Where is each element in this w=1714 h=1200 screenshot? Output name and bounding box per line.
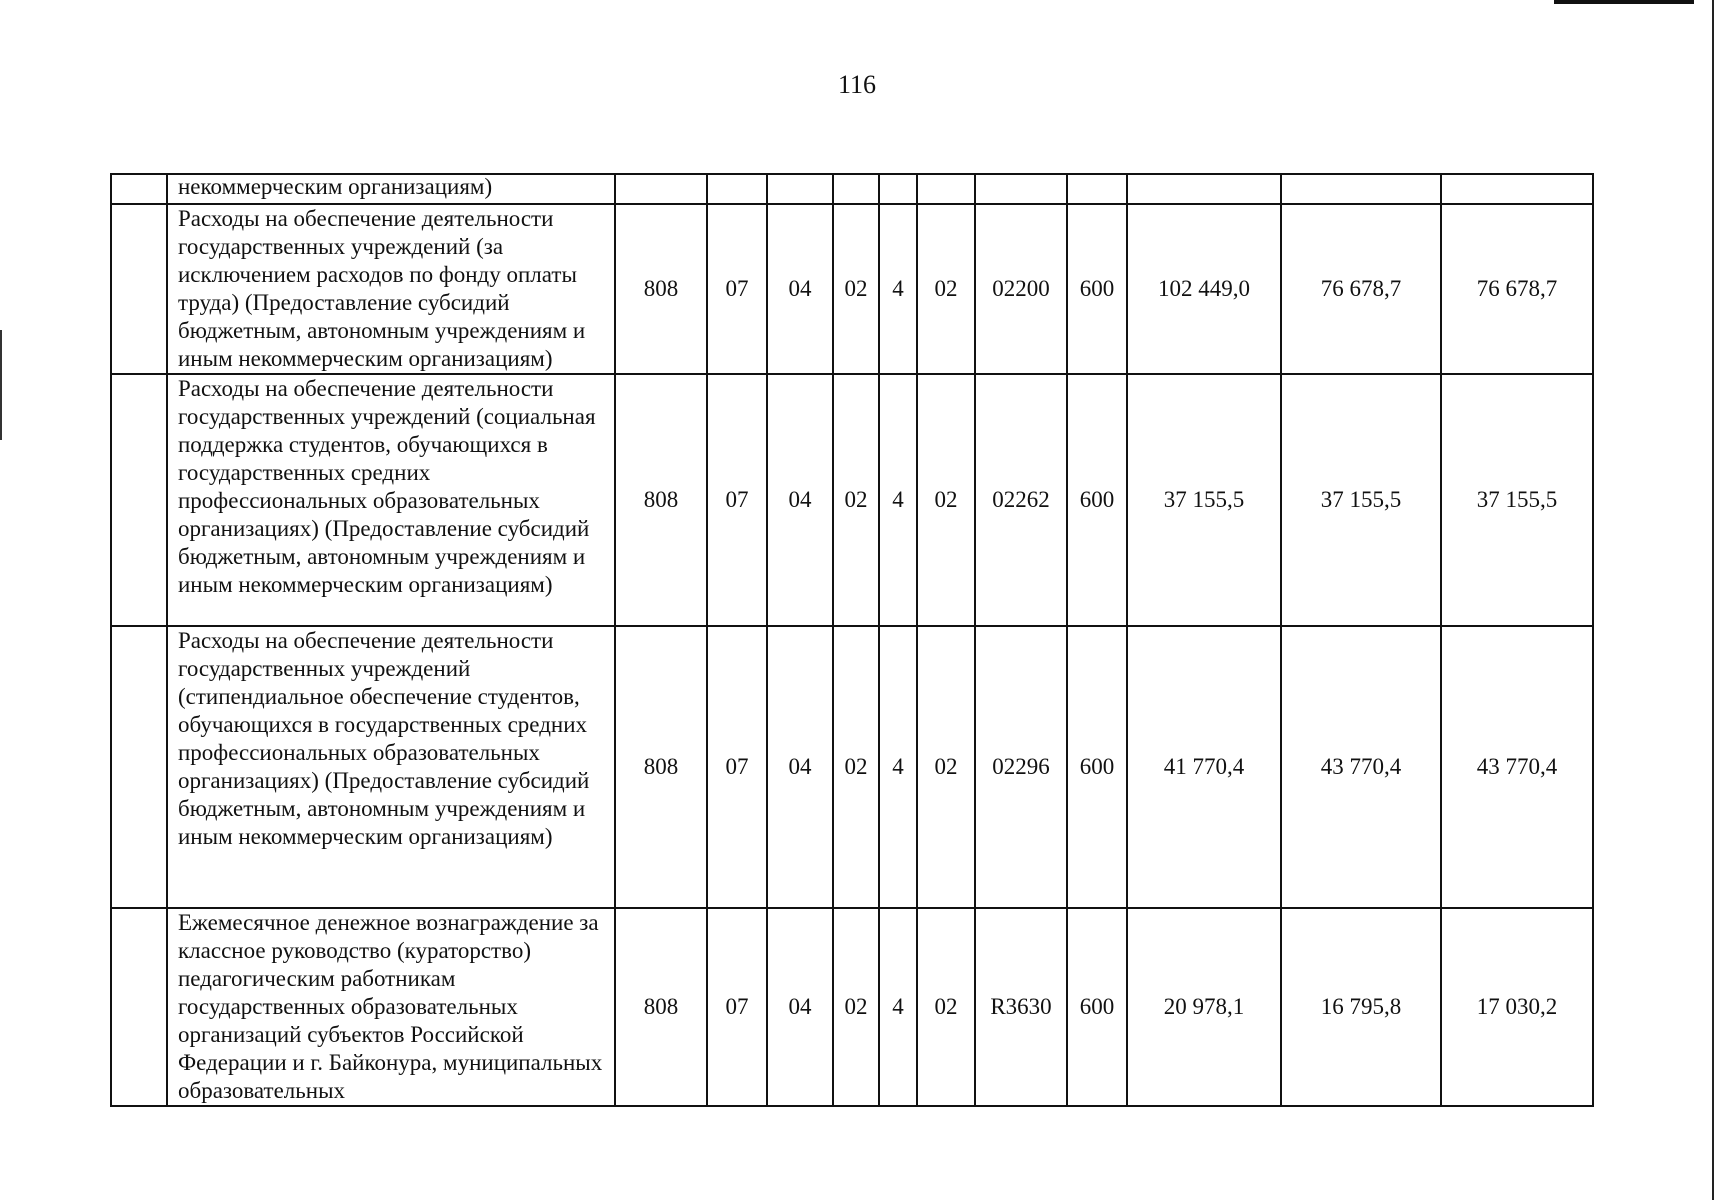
- code-cell: [917, 174, 975, 204]
- row-number-cell: [111, 174, 167, 204]
- row-number-cell: [111, 374, 167, 626]
- code-cell: 808: [615, 204, 707, 374]
- code-cell: R3630: [975, 908, 1067, 1106]
- code-cell: [879, 174, 917, 204]
- code-cell: 02200: [975, 204, 1067, 374]
- table-row: [111, 908, 1593, 1106]
- scan-mark: [1554, 0, 1694, 4]
- code-cell: 02: [917, 204, 975, 374]
- description-cell: Расходы на обеспечение деятельности государственных учреждений (стипендиальное обеспечение студентов, обучающихся в государственных средних профессиональных образовательных организациях) (Предоставление субсидий бюджетным, автономным учреждениям и иным некоммерческим организациям): [167, 626, 615, 908]
- amount-cell: 43 770,4: [1441, 626, 1593, 908]
- description-cell: Расходы на обеспечение деятельности государственных учреждений (социальная поддержка студентов, обучающихся в государственных средних профессиональных образовательных организациях) (Предоставление субсидий бюджетным, автономным учреждениям и иным некоммерческим организациям): [167, 374, 615, 626]
- amount-cell: 76 678,7: [1281, 204, 1441, 374]
- description-cell: Расходы на обеспечение деятельности государственных учреждений (за исключением расходов по фонду оплаты труда) (Предоставление субсидий бюджетным, автономным учреждениям и иным некоммерческим организациям): [167, 204, 615, 374]
- code-cell: 02: [833, 204, 879, 374]
- description-cell: Ежемесячное денежное вознаграждение за классное руководство (кураторство) педагогическим работникам государственных образовательных организаций субъектов Российской Федерации и г. Байконура, муниципальных образовательных: [167, 908, 615, 1106]
- code-cell: 04: [767, 908, 833, 1106]
- amount-cell: [1281, 174, 1441, 204]
- code-cell: 02: [917, 626, 975, 908]
- code-cell: 07: [707, 374, 767, 626]
- code-cell: 02: [833, 626, 879, 908]
- code-cell: [615, 174, 707, 204]
- page-number: 116: [837, 70, 877, 99]
- code-cell: 600: [1067, 908, 1127, 1106]
- row-number-cell: [111, 204, 167, 374]
- code-cell: 600: [1067, 374, 1127, 626]
- code-cell: [833, 174, 879, 204]
- code-cell: 02: [917, 374, 975, 626]
- code-cell: 02262: [975, 374, 1067, 626]
- amount-cell: 16 795,8: [1281, 908, 1441, 1106]
- amount-cell: 37 155,5: [1127, 374, 1281, 626]
- amount-cell: 20 978,1: [1127, 908, 1281, 1106]
- code-cell: [975, 174, 1067, 204]
- code-cell: 600: [1067, 204, 1127, 374]
- amount-cell: 17 030,2: [1441, 908, 1593, 1106]
- code-cell: 808: [615, 374, 707, 626]
- code-cell: 07: [707, 626, 767, 908]
- amount-cell: 37 155,5: [1281, 374, 1441, 626]
- code-cell: 04: [767, 626, 833, 908]
- code-cell: 4: [879, 204, 917, 374]
- amount-cell: 43 770,4: [1281, 626, 1441, 908]
- scan-mark: [0, 330, 2, 440]
- table-row: [111, 174, 1593, 204]
- code-cell: 4: [879, 374, 917, 626]
- code-cell: 02: [917, 908, 975, 1106]
- code-cell: 04: [767, 204, 833, 374]
- table-row: [111, 204, 1593, 374]
- code-cell: 04: [767, 374, 833, 626]
- amount-cell: [1127, 174, 1281, 204]
- code-cell: 02: [833, 374, 879, 626]
- row-number-cell: [111, 626, 167, 908]
- code-cell: [1067, 174, 1127, 204]
- amount-cell: 37 155,5: [1441, 374, 1593, 626]
- amount-cell: 41 770,4: [1127, 626, 1281, 908]
- amount-cell: 76 678,7: [1441, 204, 1593, 374]
- table-row: [111, 626, 1593, 908]
- code-cell: 600: [1067, 626, 1127, 908]
- code-cell: 02: [833, 908, 879, 1106]
- code-cell: 07: [707, 908, 767, 1106]
- code-cell: 02296: [975, 626, 1067, 908]
- code-cell: 808: [615, 626, 707, 908]
- table-row: [111, 374, 1593, 626]
- amount-cell: [1441, 174, 1593, 204]
- row-number-cell: [111, 908, 167, 1106]
- amount-cell: 102 449,0: [1127, 204, 1281, 374]
- code-cell: [767, 174, 833, 204]
- code-cell: 4: [879, 908, 917, 1106]
- code-cell: [707, 174, 767, 204]
- code-cell: 07: [707, 204, 767, 374]
- code-cell: 4: [879, 626, 917, 908]
- budget-table: [110, 173, 1594, 1107]
- code-cell: 808: [615, 908, 707, 1106]
- description-cell: некоммерческим организациям): [167, 174, 615, 204]
